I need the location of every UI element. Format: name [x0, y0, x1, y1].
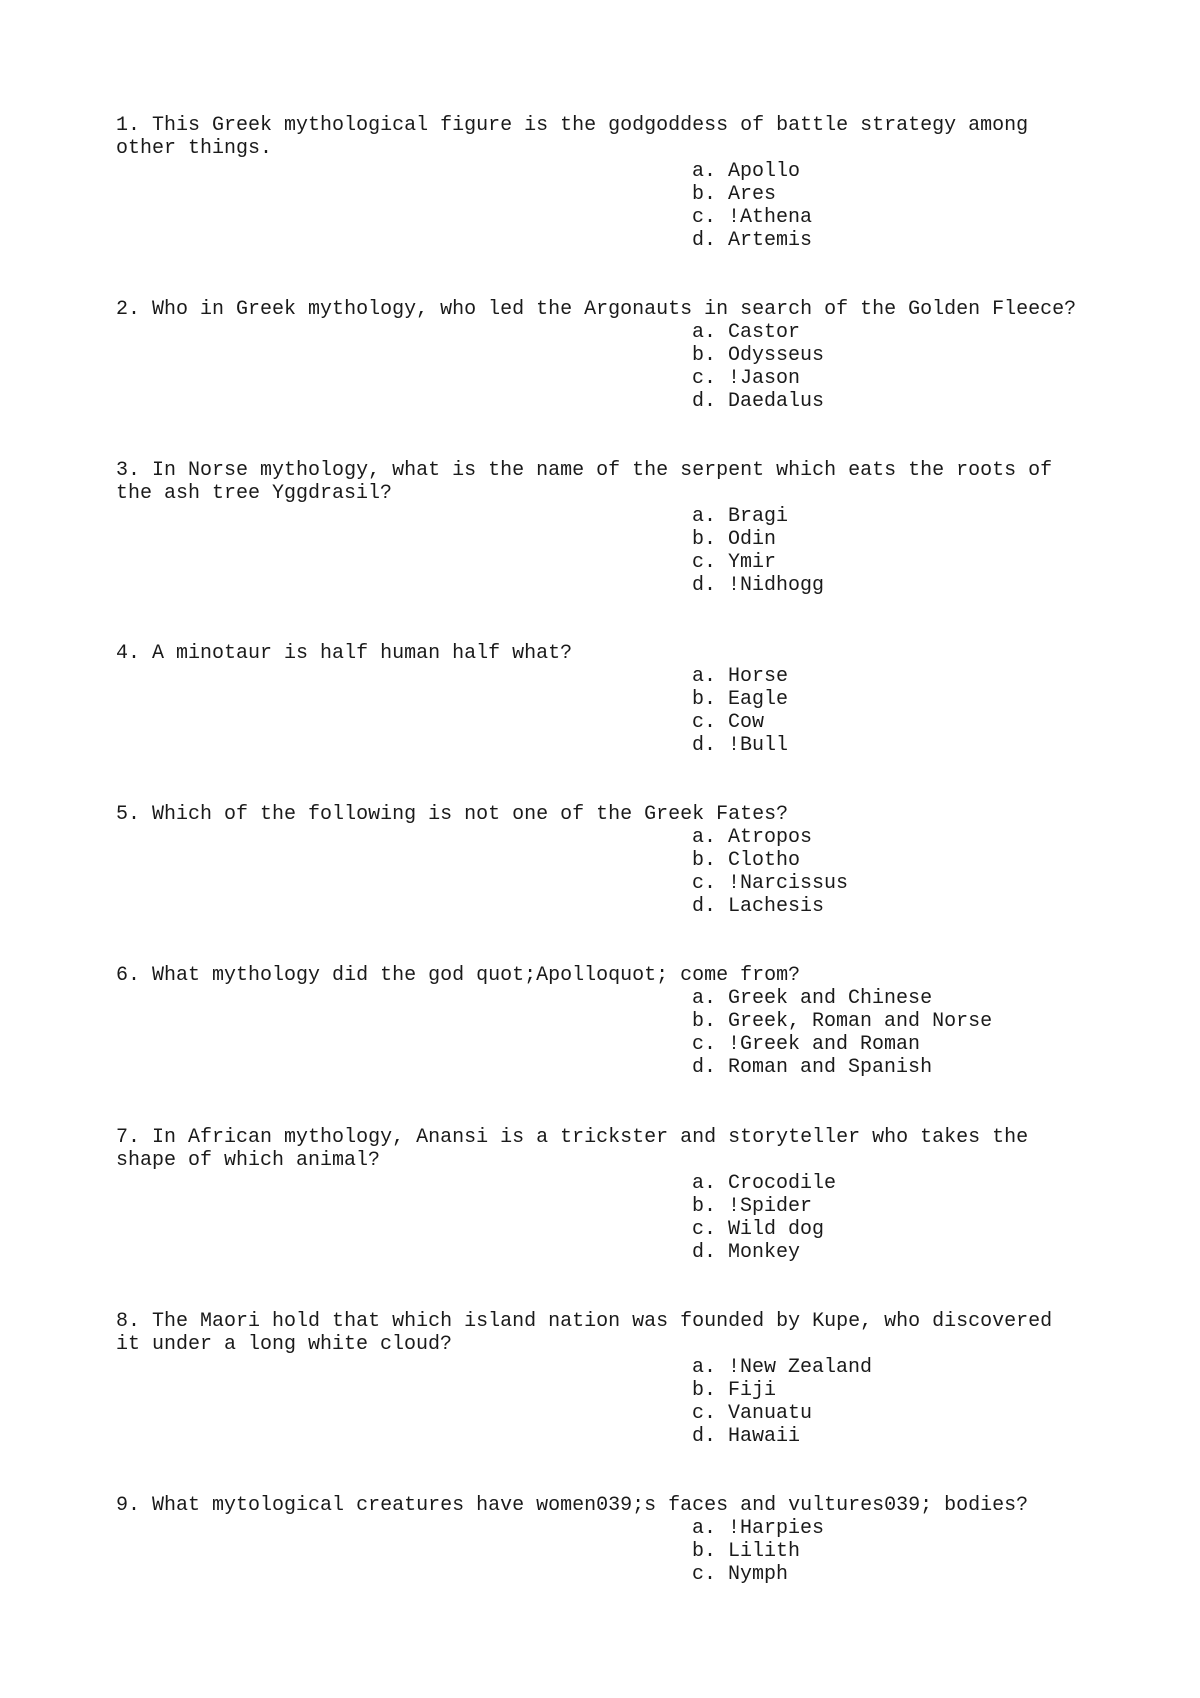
question-text	[116, 964, 1096, 987]
option-d	[692, 1425, 1116, 1448]
question-number: 9.	[116, 1494, 141, 1517]
option-a	[692, 1356, 1116, 1379]
option-letter: c.	[692, 206, 717, 229]
option-text: Nymph	[728, 1563, 789, 1586]
option-text: Apollo	[728, 160, 801, 183]
question-number: 1.	[116, 114, 141, 137]
option-text: Odysseus	[728, 344, 825, 367]
option-text: !Narcissus	[728, 872, 849, 895]
option-letter: d.	[692, 1425, 717, 1448]
option-letter: c.	[692, 1033, 717, 1056]
option-b	[692, 183, 1116, 206]
option-c	[692, 711, 1116, 734]
option-text: Greek, Roman and Norse	[728, 1010, 993, 1033]
option-d	[692, 1056, 1116, 1079]
option-b	[692, 1379, 1116, 1402]
option-text: Greek and Chinese	[728, 987, 933, 1010]
option-d	[692, 734, 1116, 757]
question-text	[116, 114, 1096, 160]
option-a	[692, 987, 1116, 1010]
answer-options	[116, 826, 1116, 918]
answer-options	[116, 160, 1116, 252]
option-letter: a.	[692, 321, 717, 344]
option-b	[692, 849, 1116, 872]
option-letter: d.	[692, 1241, 717, 1264]
answer-options	[116, 1517, 1116, 1586]
question-text	[116, 1494, 1096, 1517]
option-text: !Harpies	[728, 1517, 825, 1540]
option-letter: d.	[692, 734, 717, 757]
option-text: Lachesis	[728, 895, 825, 918]
option-letter: b.	[692, 1010, 717, 1033]
option-a	[692, 160, 1116, 183]
option-letter: b.	[692, 1195, 717, 1218]
option-text: Daedalus	[728, 390, 825, 413]
option-letter: d.	[692, 1056, 717, 1079]
question-text	[116, 1310, 1096, 1356]
option-text: Ares	[728, 183, 777, 206]
option-text: Horse	[728, 665, 789, 688]
option-c	[692, 1033, 1116, 1056]
question-body: Which of the following is not one of the Greek Fates?	[152, 803, 789, 826]
question-body: In Norse mythology, what is the name of the serpent which eats the roots of the ash tree Yggdrasil?	[116, 459, 1053, 505]
option-letter: b.	[692, 849, 717, 872]
option-b	[692, 1540, 1116, 1563]
option-letter: b.	[692, 344, 717, 367]
option-text: Wild dog	[728, 1218, 825, 1241]
option-c	[692, 367, 1116, 390]
question-text	[116, 642, 1096, 665]
option-letter: a.	[692, 1356, 717, 1379]
option-text: Atropos	[728, 826, 813, 849]
option-b	[692, 1010, 1116, 1033]
option-letter: c.	[692, 1218, 717, 1241]
option-letter: a.	[692, 665, 717, 688]
option-letter: d.	[692, 895, 717, 918]
option-b	[692, 528, 1116, 551]
option-c	[692, 1563, 1116, 1586]
question-1	[116, 114, 1116, 252]
question-8	[116, 1310, 1116, 1448]
option-letter: a.	[692, 160, 717, 183]
option-text: !Jason	[728, 367, 801, 390]
option-text: !Nidhogg	[728, 574, 825, 597]
option-c	[692, 206, 1116, 229]
option-text: Castor	[728, 321, 801, 344]
question-6	[116, 964, 1116, 1079]
option-text: Odin	[728, 528, 777, 551]
answer-options	[116, 987, 1116, 1079]
option-letter: c.	[692, 1402, 717, 1425]
option-letter: d.	[692, 574, 717, 597]
option-letter: b.	[692, 183, 717, 206]
option-text: !Athena	[728, 206, 813, 229]
option-a	[692, 1517, 1116, 1540]
question-body: A minotaur is half human half what?	[152, 642, 573, 665]
question-number: 2.	[116, 298, 141, 321]
question-number: 6.	[116, 964, 141, 987]
answer-options	[116, 665, 1116, 757]
option-text: !Spider	[728, 1195, 813, 1218]
option-letter: a.	[692, 1172, 717, 1195]
option-a	[692, 1172, 1116, 1195]
option-c	[692, 1402, 1116, 1425]
option-d	[692, 390, 1116, 413]
option-letter: b.	[692, 1540, 717, 1563]
option-text: Eagle	[728, 688, 789, 711]
option-letter: a.	[692, 1517, 717, 1540]
option-a	[692, 826, 1116, 849]
option-d	[692, 1241, 1116, 1264]
option-letter: d.	[692, 229, 717, 252]
option-text: Roman and Spanish	[728, 1056, 933, 1079]
answer-options	[116, 1356, 1116, 1448]
question-4	[116, 642, 1116, 757]
option-letter: d.	[692, 390, 717, 413]
option-letter: a.	[692, 826, 717, 849]
option-b	[692, 688, 1116, 711]
question-number: 3.	[116, 459, 141, 482]
option-letter: b.	[692, 688, 717, 711]
option-text: Ymir	[728, 551, 777, 574]
option-letter: b.	[692, 528, 717, 551]
question-9	[116, 1494, 1116, 1586]
option-text: Clotho	[728, 849, 801, 872]
option-b	[692, 1195, 1116, 1218]
option-text: Fiji	[728, 1379, 777, 1402]
option-letter: c.	[692, 872, 717, 895]
option-c	[692, 872, 1116, 895]
option-letter: c.	[692, 551, 717, 574]
option-text: Artemis	[728, 229, 813, 252]
option-a	[692, 321, 1116, 344]
question-number: 5.	[116, 803, 141, 826]
option-text: Crocodile	[728, 1172, 837, 1195]
option-text: Lilith	[728, 1540, 801, 1563]
question-7	[116, 1126, 1116, 1264]
question-2	[116, 298, 1116, 413]
option-text: !Bull	[728, 734, 789, 757]
option-a	[692, 665, 1116, 688]
option-letter: c.	[692, 367, 717, 390]
question-body: This Greek mythological figure is the godgoddess of battle strategy among other things.	[116, 114, 1029, 160]
question-5	[116, 803, 1116, 918]
option-letter: c.	[692, 1563, 717, 1586]
question-text	[116, 803, 1096, 826]
option-text: !Greek and Roman	[728, 1033, 921, 1056]
option-letter: a.	[692, 505, 717, 528]
question-number: 8.	[116, 1310, 141, 1333]
question-body: The Maori hold that which island nation was founded by Kupe, who discovered it under a long white cloud?	[116, 1310, 1053, 1356]
option-text: Vanuatu	[728, 1402, 813, 1425]
option-c	[692, 551, 1116, 574]
question-text	[116, 459, 1096, 505]
option-text: Hawaii	[728, 1425, 801, 1448]
answer-options	[116, 321, 1116, 413]
answer-options	[116, 505, 1116, 597]
question-text	[116, 1126, 1096, 1172]
question-text	[116, 298, 1096, 321]
option-letter: c.	[692, 711, 717, 734]
option-d	[692, 229, 1116, 252]
option-text: Cow	[728, 711, 765, 734]
option-c	[692, 1218, 1116, 1241]
option-text: !New Zealand	[728, 1356, 873, 1379]
option-d	[692, 574, 1116, 597]
question-number: 7.	[116, 1126, 141, 1149]
question-body: What mytological creatures have women039;s faces and vultures039; bodies?	[152, 1494, 1029, 1517]
question-body: Who in Greek mythology, who led the Argonauts in search of the Golden Fleece?	[152, 298, 1077, 321]
option-letter: a.	[692, 987, 717, 1010]
option-text: Monkey	[728, 1241, 801, 1264]
answer-options	[116, 1172, 1116, 1264]
question-number: 4.	[116, 642, 141, 665]
question-3	[116, 459, 1116, 597]
question-body: In African mythology, Anansi is a trickster and storyteller who takes the shape of which animal?	[116, 1126, 1029, 1172]
option-d	[692, 895, 1116, 918]
option-b	[692, 344, 1116, 367]
option-letter: b.	[692, 1379, 717, 1402]
option-text: Bragi	[728, 505, 789, 528]
option-a	[692, 505, 1116, 528]
question-body: What mythology did the god quot;Apolloquot; come from?	[152, 964, 801, 987]
